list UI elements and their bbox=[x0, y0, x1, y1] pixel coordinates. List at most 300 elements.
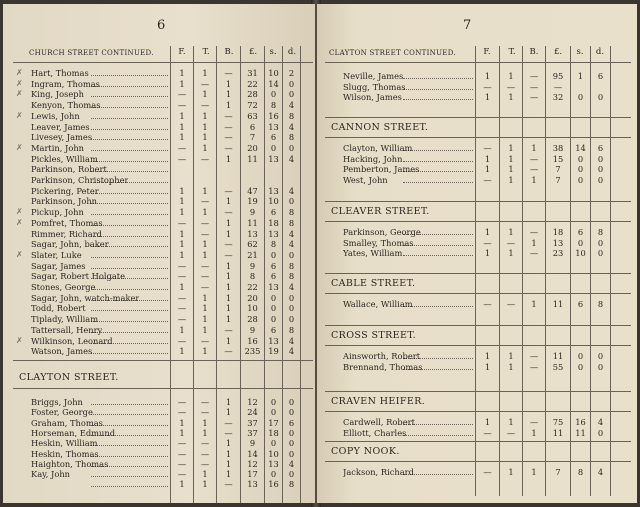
person-name: Cardwell, Robert bbox=[343, 417, 415, 427]
burgage-count: 1 bbox=[531, 299, 537, 309]
shillings-value: 6 bbox=[577, 227, 584, 237]
burgage-count: 1 bbox=[531, 174, 537, 185]
shillings-value: 0 bbox=[270, 438, 277, 449]
leader-dots bbox=[91, 75, 168, 76]
shillings-value: 0 bbox=[577, 237, 584, 248]
burgage-count: 1 bbox=[225, 260, 232, 271]
pence-value: 0 bbox=[597, 427, 604, 438]
page-number: 7 bbox=[463, 18, 472, 33]
fire-count: 1 bbox=[179, 68, 185, 78]
tax-count: — bbox=[200, 438, 210, 449]
person-name: Clayton, William bbox=[343, 143, 413, 153]
pence-value: 0 bbox=[288, 249, 295, 260]
section-rule bbox=[325, 117, 631, 118]
fire-count: — bbox=[177, 469, 187, 480]
burgage-count: — bbox=[224, 346, 233, 357]
tax-count: — bbox=[200, 448, 210, 459]
tax-count: 1 bbox=[508, 71, 514, 81]
burgage-count: 1 bbox=[225, 89, 232, 100]
tax-count: 1 bbox=[508, 417, 514, 427]
pounds-value: 75 bbox=[552, 417, 564, 427]
section-title: CABLE STREET. bbox=[331, 278, 416, 289]
person-name: Sagar, John, watch-maker bbox=[31, 292, 140, 303]
shillings-value: 8 bbox=[270, 239, 277, 250]
pounds-value: 11 bbox=[247, 153, 258, 164]
pence-value: 4 bbox=[288, 121, 295, 132]
pence-value: 0 bbox=[597, 164, 604, 174]
person-name: Rimmer, Richard bbox=[31, 228, 102, 239]
tax-count: — bbox=[200, 153, 210, 164]
shillings-value: 13 bbox=[268, 185, 279, 196]
person-name: Briggs, John bbox=[31, 397, 83, 407]
person-name: Pickup, John bbox=[31, 207, 84, 218]
pounds-value: 11 bbox=[552, 351, 564, 361]
section-title: CRAVEN HEIFER. bbox=[331, 396, 426, 407]
tax-count: — bbox=[200, 282, 210, 292]
tax-count: 1 bbox=[508, 467, 514, 477]
pounds-value: 11 bbox=[552, 427, 564, 438]
burgage-count: — bbox=[529, 351, 539, 361]
pence-value: 6 bbox=[597, 143, 604, 153]
pounds-value: 21 bbox=[247, 249, 258, 260]
tax-count: 1 bbox=[202, 110, 208, 121]
shillings-value: 0 bbox=[270, 314, 277, 325]
person-name: Smalley, Thomas bbox=[343, 237, 414, 248]
shillings-value: 13 bbox=[268, 458, 279, 469]
pounds-value: 12 bbox=[247, 458, 258, 469]
leader-dots bbox=[91, 404, 168, 405]
pence-value: 0 bbox=[288, 78, 295, 89]
fire-count: 1 bbox=[179, 417, 185, 428]
leader-dots bbox=[403, 182, 473, 183]
pencil-mark: ✗ bbox=[16, 249, 23, 259]
person-name: Slugg, Thomas bbox=[343, 81, 406, 92]
leader-dots bbox=[403, 255, 473, 256]
burgage-count: — bbox=[224, 427, 233, 438]
burgage-count: 1 bbox=[225, 407, 232, 418]
pounds-value: 12 bbox=[247, 397, 258, 407]
burgage-count: — bbox=[224, 121, 233, 132]
pounds-value: 38 bbox=[552, 143, 564, 153]
burgage-count: 1 bbox=[225, 303, 232, 314]
burgage-count: 1 bbox=[225, 314, 232, 325]
burgage-count: — bbox=[224, 142, 233, 153]
shillings-value: 13 bbox=[268, 121, 279, 132]
burgage-count: — bbox=[529, 417, 539, 427]
column-header-pence: d. bbox=[595, 47, 605, 57]
leader-dots bbox=[403, 435, 473, 436]
burgage-count: 1 bbox=[225, 469, 232, 480]
fire-count: — bbox=[177, 448, 187, 459]
fire-count: — bbox=[483, 299, 492, 309]
pence-value: 0 bbox=[597, 174, 604, 185]
person-name: Parkinson, Christopher bbox=[31, 175, 129, 185]
pounds-value: 9 bbox=[249, 324, 256, 335]
pounds-value: 95 bbox=[552, 71, 564, 81]
person-name: Pemberton, James bbox=[343, 164, 420, 174]
leader-dots bbox=[91, 193, 168, 194]
pence-value: 4 bbox=[288, 346, 295, 357]
fire-count: 1 bbox=[179, 132, 185, 143]
shillings-value: 10 bbox=[268, 68, 279, 78]
column-header-pounds: £. bbox=[248, 47, 258, 57]
section-rule bbox=[325, 391, 631, 392]
burgage-count: 1 bbox=[225, 397, 232, 407]
pounds-value: 32 bbox=[552, 92, 564, 102]
pounds-value: 62 bbox=[247, 239, 258, 250]
pence-value: 4 bbox=[288, 458, 295, 469]
pencil-mark: ✗ bbox=[16, 217, 23, 227]
pence-value: 8 bbox=[288, 132, 295, 143]
leader-dots bbox=[91, 107, 168, 108]
pounds-value: 55 bbox=[552, 361, 564, 372]
leader-dots bbox=[403, 306, 473, 307]
person-name: Wilkinson, Leonard bbox=[31, 335, 113, 346]
tax-count: — bbox=[506, 237, 516, 248]
shillings-value: 18 bbox=[268, 217, 279, 228]
pence-value: 8 bbox=[288, 217, 295, 228]
pounds-value: 17 bbox=[247, 469, 258, 480]
tax-count: 1 bbox=[202, 132, 208, 143]
section-rule bbox=[325, 137, 631, 138]
pounds-value: 13 bbox=[247, 228, 258, 239]
tax-count: 1 bbox=[202, 142, 208, 153]
shillings-value: 13 bbox=[268, 282, 279, 292]
pence-value: 6 bbox=[288, 417, 295, 428]
fire-count: 1 bbox=[484, 153, 491, 164]
fire-count: 1 bbox=[484, 361, 491, 372]
pence-value: 8 bbox=[597, 227, 604, 237]
pencil-mark: ✗ bbox=[16, 110, 23, 120]
burgage-count: 1 bbox=[225, 282, 232, 292]
person-name: Haighton, Thomas bbox=[31, 458, 109, 469]
person-name: Tiplady, William bbox=[31, 314, 99, 325]
shillings-value: 16 bbox=[575, 417, 586, 427]
fire-count: 1 bbox=[179, 185, 185, 196]
pounds-value: 9 bbox=[249, 438, 256, 449]
pence-value: 4 bbox=[288, 153, 295, 164]
section-rule bbox=[325, 441, 631, 442]
section-title: CANNON STREET. bbox=[331, 122, 429, 133]
pence-value: 0 bbox=[597, 248, 604, 258]
pence-value: 0 bbox=[597, 92, 604, 102]
person-name: Martin, John bbox=[31, 142, 85, 153]
pounds-value: 22 bbox=[247, 78, 258, 89]
fire-count: 1 bbox=[179, 249, 185, 260]
pounds-value: 37 bbox=[247, 427, 258, 438]
pounds-value: 16 bbox=[247, 335, 258, 346]
person-name: Pomfret, Thomas bbox=[31, 217, 103, 228]
person-name: Lewis, John bbox=[31, 110, 80, 121]
tax-count: — bbox=[200, 271, 210, 282]
burgage-count: — bbox=[529, 227, 539, 237]
pounds-value: 7 bbox=[555, 467, 561, 477]
shillings-value: 0 bbox=[270, 249, 277, 260]
burgage-count: 1 bbox=[531, 427, 537, 438]
burgage-count: — bbox=[529, 81, 539, 92]
pence-value: 4 bbox=[288, 282, 295, 292]
column-header-shillings: s. bbox=[269, 47, 277, 57]
pounds-value: — bbox=[553, 81, 563, 92]
fire-count: — bbox=[177, 89, 187, 100]
shillings-value: 8 bbox=[577, 467, 584, 477]
pounds-value: 10 bbox=[247, 303, 258, 314]
person-name: Yates, William bbox=[343, 248, 403, 258]
shillings-value: 18 bbox=[268, 427, 279, 438]
shillings-value: 0 bbox=[270, 292, 277, 303]
shillings-value: 0 bbox=[577, 164, 584, 174]
tax-count: — bbox=[200, 78, 210, 89]
fire-count: 1 bbox=[179, 427, 185, 438]
person-name: King, Joseph bbox=[31, 89, 84, 100]
pence-value: 0 bbox=[288, 397, 295, 407]
pence-value: 0 bbox=[288, 407, 295, 418]
fire-count: 1 bbox=[179, 228, 185, 239]
fire-count: — bbox=[483, 174, 492, 185]
tax-count: — bbox=[506, 427, 516, 438]
pounds-value: 28 bbox=[247, 89, 258, 100]
tax-count: 1 bbox=[508, 174, 514, 185]
pence-value: 0 bbox=[288, 89, 295, 100]
leader-dots bbox=[91, 268, 168, 269]
pounds-value: 235 bbox=[244, 346, 261, 357]
person-name: Ingram, Thomas bbox=[31, 78, 100, 89]
burgage-count: 1 bbox=[225, 217, 232, 228]
fire-count: — bbox=[177, 217, 187, 228]
shillings-value: 8 bbox=[270, 100, 277, 111]
tax-count: 1 bbox=[508, 153, 514, 164]
fire-count: 1 bbox=[179, 196, 185, 207]
section-title: COPY NOOK. bbox=[331, 446, 400, 457]
leader-dots bbox=[91, 86, 168, 87]
pence-value: 0 bbox=[288, 427, 295, 438]
tax-count: — bbox=[200, 196, 210, 207]
burgage-count: — bbox=[224, 249, 233, 260]
fire-count: — bbox=[177, 142, 187, 153]
fire-count: — bbox=[177, 153, 187, 164]
pounds-value: 37 bbox=[247, 417, 258, 428]
person-name: Todd, Robert bbox=[31, 303, 86, 314]
tax-count: — bbox=[506, 299, 516, 309]
burgage-count: 1 bbox=[225, 100, 232, 111]
tax-count: 1 bbox=[508, 92, 514, 102]
fire-count: — bbox=[177, 100, 187, 111]
pence-value: 4 bbox=[597, 417, 604, 427]
pence-value: 0 bbox=[288, 196, 295, 207]
pounds-value: 24 bbox=[247, 407, 258, 418]
table-row bbox=[317, 247, 637, 259]
shillings-value: 10 bbox=[575, 248, 586, 258]
pence-value: 6 bbox=[597, 71, 604, 81]
fire-count: — bbox=[483, 81, 492, 92]
section-rule bbox=[325, 273, 631, 274]
fire-count: — bbox=[177, 335, 187, 346]
pence-value: 0 bbox=[288, 448, 295, 459]
fire-count: 1 bbox=[484, 71, 491, 81]
section-title: CLAYTON STREET. bbox=[19, 372, 119, 383]
fire-count: 1 bbox=[179, 239, 185, 250]
tax-count: 1 bbox=[202, 185, 208, 196]
column-header-t: T. bbox=[508, 47, 516, 57]
leader-dots bbox=[91, 310, 168, 311]
pence-value: 4 bbox=[288, 100, 295, 111]
pence-value: 0 bbox=[288, 438, 295, 449]
tax-count: 1 bbox=[508, 248, 514, 258]
tax-count: — bbox=[200, 217, 210, 228]
fire-count: 1 bbox=[179, 121, 185, 132]
burgage-count: — bbox=[224, 110, 233, 121]
tax-count: — bbox=[200, 407, 210, 418]
pounds-value: 9 bbox=[249, 207, 256, 218]
pence-value: 2 bbox=[288, 68, 295, 78]
column-header-shillings: s. bbox=[576, 47, 584, 57]
leader-dots bbox=[91, 214, 168, 215]
person-name: Livesey, James bbox=[31, 132, 93, 143]
page-number: 6 bbox=[157, 18, 166, 33]
pounds-value: 28 bbox=[247, 314, 258, 325]
person-name: Wilson, James bbox=[343, 92, 402, 102]
tax-count: 1 bbox=[508, 164, 514, 174]
pence-value: 8 bbox=[288, 260, 295, 271]
person-name: Heskin, Thomas bbox=[31, 448, 99, 459]
pence-value: 8 bbox=[597, 299, 604, 309]
shillings-value: 0 bbox=[577, 92, 584, 102]
header-rule bbox=[325, 62, 631, 63]
leader-dots bbox=[91, 289, 168, 290]
tax-count: 1 bbox=[202, 121, 208, 132]
burgage-count: — bbox=[529, 164, 539, 174]
shillings-value: 0 bbox=[577, 351, 584, 361]
column-header-pounds: £. bbox=[553, 47, 563, 57]
burgage-count: 1 bbox=[225, 458, 232, 469]
person-name: Brennand, Thomas bbox=[343, 361, 423, 372]
fire-count: 1 bbox=[179, 346, 185, 357]
pencil-mark: ✗ bbox=[16, 78, 23, 88]
shillings-value: 6 bbox=[270, 132, 277, 143]
burgage-count: — bbox=[224, 239, 233, 250]
burgage-count: — bbox=[224, 132, 233, 143]
shillings-value: 11 bbox=[575, 427, 586, 438]
pounds-value: 20 bbox=[247, 292, 258, 303]
tax-count: 1 bbox=[202, 324, 208, 335]
pence-value: 8 bbox=[288, 479, 295, 490]
pence-value: 4 bbox=[288, 335, 295, 346]
column-header-pence: d. bbox=[287, 47, 297, 57]
section-rule bbox=[325, 411, 631, 412]
pencil-mark: ✗ bbox=[16, 89, 23, 99]
person-name: Elliott, Charles bbox=[343, 427, 407, 438]
tax-count: — bbox=[200, 397, 210, 407]
shillings-value: 6 bbox=[270, 271, 277, 282]
pence-value: 4 bbox=[288, 239, 295, 250]
burgage-count: 1 bbox=[225, 448, 232, 459]
column-header-b: B. bbox=[529, 47, 539, 57]
section-rule bbox=[325, 221, 631, 222]
person-name: Hacking, John bbox=[343, 153, 403, 164]
shillings-value: 13 bbox=[268, 335, 279, 346]
person-name: Leaver, James bbox=[31, 121, 90, 132]
shillings-value: 10 bbox=[268, 448, 279, 459]
table-row bbox=[317, 361, 637, 373]
person-name: Heskin, William bbox=[31, 438, 98, 449]
tax-count: 1 bbox=[202, 469, 208, 480]
person-name: Horseman, Edmund bbox=[31, 427, 116, 438]
pence-value: 0 bbox=[288, 303, 295, 314]
fire-count: 1 bbox=[484, 248, 491, 258]
pounds-value: 13 bbox=[552, 237, 564, 248]
leader-dots bbox=[91, 476, 168, 477]
table-row bbox=[317, 91, 637, 103]
leader-dots bbox=[91, 445, 168, 446]
fire-count: — bbox=[483, 237, 492, 248]
leader-dots bbox=[91, 236, 168, 237]
header-rule bbox=[13, 62, 313, 63]
fire-count: 1 bbox=[484, 92, 491, 102]
table-row bbox=[3, 478, 315, 490]
shillings-value: 6 bbox=[270, 207, 277, 218]
burgage-count: — bbox=[224, 68, 233, 78]
shillings-value: 0 bbox=[270, 303, 277, 314]
column-header-f: F. bbox=[483, 47, 491, 57]
page-header: CLAYTON STREET CONTINUED. bbox=[329, 49, 456, 57]
leader-dots bbox=[91, 96, 168, 97]
burgage-count: — bbox=[224, 479, 233, 490]
shillings-value: 0 bbox=[577, 361, 584, 372]
fire-count: — bbox=[177, 397, 187, 407]
pence-value: 8 bbox=[288, 324, 295, 335]
column-header-t: T. bbox=[202, 47, 210, 57]
tax-count: 1 bbox=[202, 249, 208, 260]
shillings-value: 0 bbox=[270, 397, 277, 407]
burgage-count: — bbox=[224, 324, 233, 335]
fire-count: — bbox=[177, 303, 187, 314]
tax-count: — bbox=[200, 260, 210, 271]
left-page bbox=[3, 4, 315, 503]
tax-count: 1 bbox=[202, 207, 208, 218]
section-title: CLEAVER STREET. bbox=[331, 206, 430, 217]
shillings-value: 19 bbox=[268, 346, 279, 357]
pencil-mark: ✗ bbox=[16, 335, 23, 345]
shillings-value: 14 bbox=[575, 143, 586, 153]
burgage-count: 1 bbox=[531, 467, 537, 477]
pounds-value: 19 bbox=[247, 196, 258, 207]
pence-value: 0 bbox=[597, 351, 604, 361]
section-rule bbox=[325, 345, 631, 346]
tax-count: — bbox=[200, 458, 210, 469]
pounds-value: 13 bbox=[247, 479, 258, 490]
burgage-count: — bbox=[529, 92, 539, 102]
shillings-value: 13 bbox=[268, 153, 279, 164]
shillings-value: 0 bbox=[270, 469, 277, 480]
fire-count: — bbox=[483, 427, 492, 438]
fire-count: 1 bbox=[179, 207, 185, 218]
fire-count: 1 bbox=[484, 164, 491, 174]
tax-count: 1 bbox=[202, 346, 208, 357]
shillings-value: 0 bbox=[270, 407, 277, 418]
burgage-count: 1 bbox=[225, 271, 232, 282]
burgage-count: — bbox=[224, 185, 233, 196]
section-title: CROSS STREET. bbox=[331, 330, 417, 341]
fire-count: 1 bbox=[179, 78, 185, 89]
tax-count: 1 bbox=[202, 89, 208, 100]
section-rule bbox=[325, 201, 631, 202]
pounds-value: 22 bbox=[247, 282, 258, 292]
pounds-value: 14 bbox=[247, 448, 258, 459]
burgage-count: — bbox=[529, 248, 539, 258]
page-header: CHURCH STREET CONTINUED. bbox=[29, 49, 154, 57]
leader-dots bbox=[91, 321, 168, 322]
fire-count: 1 bbox=[179, 110, 185, 121]
